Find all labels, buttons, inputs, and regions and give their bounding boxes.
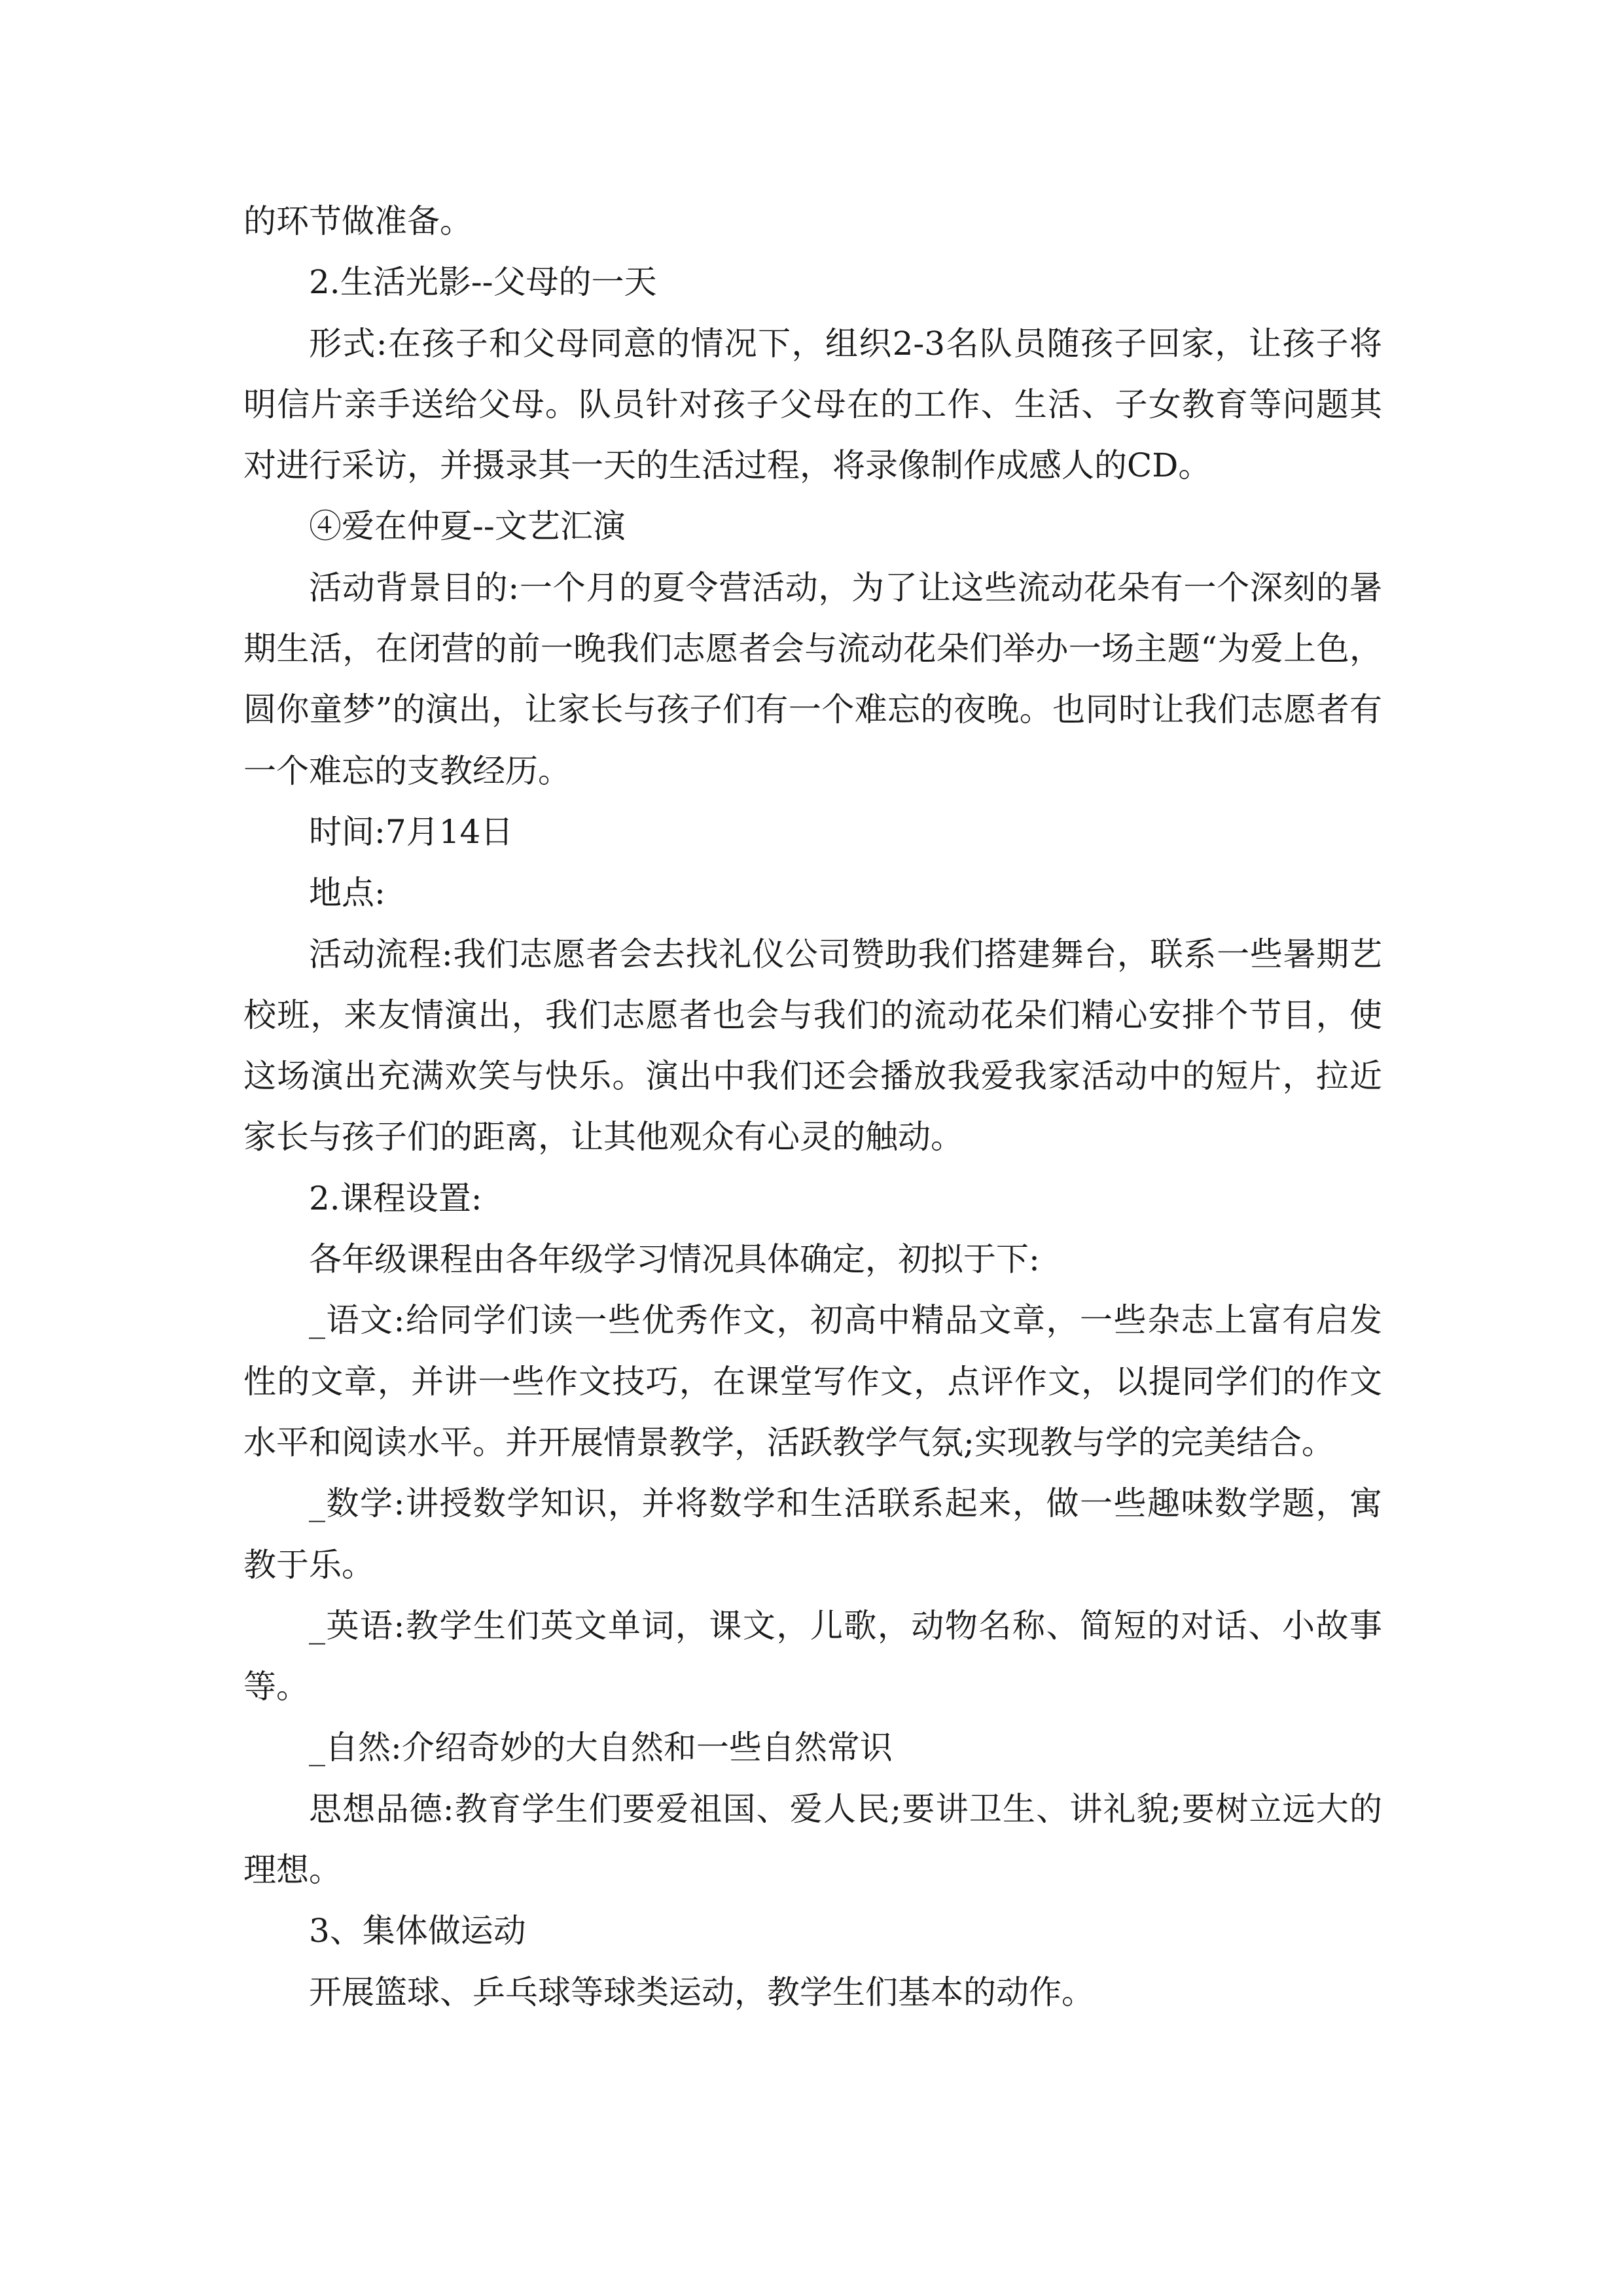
- paragraph-math: _数学:讲授数学知识，并将数学和生活联系起来，做一些趣味数学题，寓教于乐。: [243, 1484, 1382, 1584]
- section-heading-art-show: ④爱在仲夏--文艺汇演: [309, 507, 626, 546]
- document-body: [243, 191, 1382, 2023]
- paragraph-sports: 开展篮球、乒乓球等球类运动，教学生们基本的动作。: [309, 1973, 1094, 2011]
- section-heading-courses: 2.课程设置:: [309, 1179, 482, 1217]
- paragraph-background: 活动背景目的:一个月的夏令营活动，为了让这些流动花朵有一个深刻的暑期生活，在闭营的前一晚我们志愿者会与流动花朵们举办一场主题“为爱上色，圆你童梦”的演出，让家长与孩子们有一个难忘的夜晚。也同时让我们志愿者有一个难忘的支教经历。: [243, 568, 1382, 790]
- paragraph-location: 地点:: [309, 874, 385, 912]
- paragraph-nature: _自然:介绍奇妙的大自然和一些自然常识: [309, 1729, 893, 1767]
- paragraph-time: 时间:7月14日: [309, 812, 514, 851]
- section-heading-sports: 3、集体做运动: [309, 1912, 526, 1950]
- paragraph-process: 活动流程:我们志愿者会去找礼仪公司赞助我们搭建舞台，联系一些暑期艺校班，来友情演出，我们志愿者也会与我们的流动花朵们精心安排个节目，使这场演出充满欢笑与快乐。演出中我们还会播放我爱我家活动中的短片，拉近家长与孩子们的距离，让其他观众有心灵的触动。: [243, 935, 1382, 1157]
- paragraph-chinese: _语文:给同学们读一些优秀作文，初高中精品文章，一些杂志上富有启发性的文章，并讲一些作文技巧，在课堂写作文，点评作文，以提同学们的作文水平和阅读水平。并开展情景教学，活跃教学气氛;实现教与学的完美结合。: [243, 1301, 1382, 1462]
- paragraph-english: _英语:教学生们英文单词，课文，儿歌，动物名称、简短的对话、小故事等。: [243, 1606, 1382, 1706]
- paragraph-continuation: 的环节做准备。: [243, 202, 473, 240]
- paragraph-moral: 思想品德:教育学生们要爱祖国、爱人民;要讲卫生、讲礼貌;要树立远大的理想。: [243, 1789, 1382, 1890]
- section-heading-parents-day: 2.生活光影--父母的一天: [309, 263, 657, 302]
- paragraph-format: 形式:在孩子和父母同意的情况下，组织2-3名队员随孩子回家，让孩子将明信片亲手送给父母。队员针对孩子父母在的工作、生活、子女教育等问题其对进行采访，并摄录其一天的生活过程，将录像制作成感人的CD。: [243, 324, 1382, 485]
- paragraph-courses-intro: 各年级课程由各年级学习情况具体确定，初拟于下:: [309, 1240, 1040, 1279]
